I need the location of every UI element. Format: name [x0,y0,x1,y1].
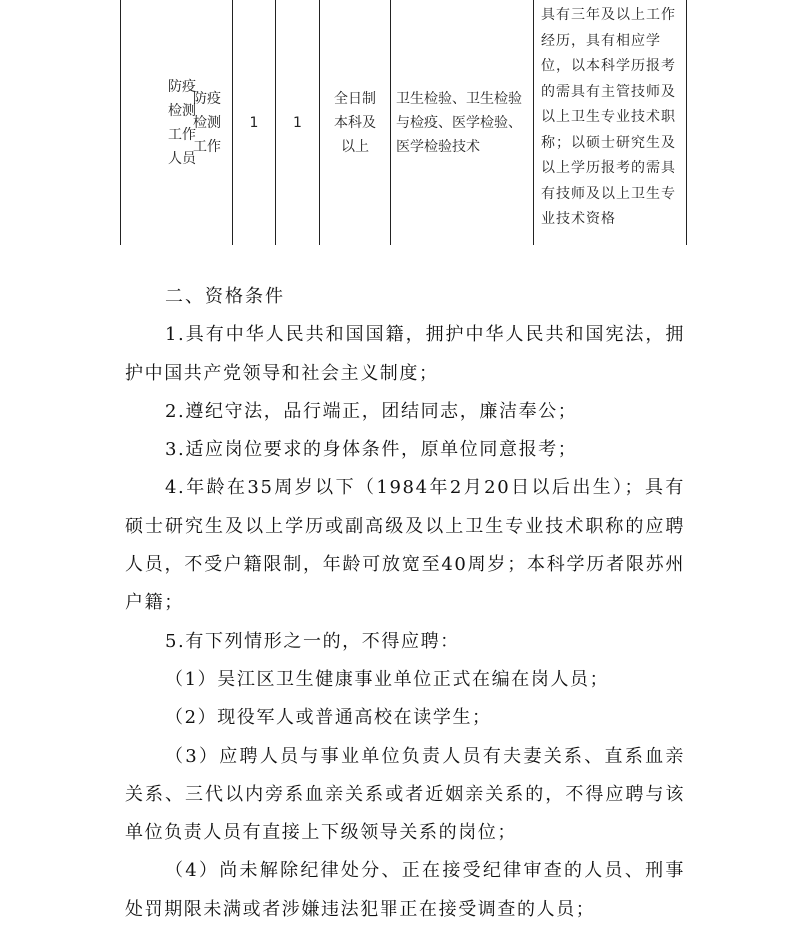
paragraph: （4）尚未解除纪律处分、正在接受纪律审查的人员、刑事处罚期限未满或者涉嫌违法犯罪正在接受调查的人员； [125,860,685,920]
education: 全日制本科及以上 [334,90,376,155]
paragraph: 3.适应岗位要求的身体条件，原单位同意报考； [165,439,578,461]
quota-1: 1 [249,114,259,131]
recruitment-table [0,0,800,245]
table-cell-post [121,0,232,245]
paragraph: 1.具有中华人民共和国国籍，拥护中华人民共和国宪法，拥护中国共产党领导和社会主义制度； [125,324,685,384]
table-cell-education [320,0,390,245]
table-cell-quota-1 [233,0,275,245]
table-cell-major [391,0,533,245]
qualification-section [125,278,685,929]
quota-2: 1 [293,114,302,131]
paragraph: 5.有下列情形之一的，不得应聘： [165,630,460,652]
paragraph: （1）吴江区卫生健康事业单位正式在编在岗人员； [165,668,610,690]
section-heading: 二、资格条件 [165,286,285,307]
table-cell-requirements [536,0,686,245]
paragraph: （2）现役军人或普通高校在读学生； [165,707,492,729]
major: 卫生检验、卫生检验与检疫、医学检验、医学检验技术 [396,90,522,155]
table-border-right [686,0,687,245]
post-name: 防疫检测工作人员 [168,78,196,167]
paragraph: 2.遵纪守法，品行端正，团结同志，廉洁奉公； [165,400,578,422]
requirements: 具有三年及以上工作经历，具有相应学位，以本科学历报考的需具有主管技师及以上卫生专业技术职称；以硕士研究生及以上学历报考的需具有技师及以上卫生专业技术资格 [541,7,676,227]
table-cell-quota-2 [276,0,319,245]
work-content: 防疫检测工作 [193,90,221,155]
paragraph: 4.年龄在35周岁以下（1984年2月20日以后出生）；具有硕士研究生及以上学历或副高级及以上卫生专业技术职称的应聘人员，不受户籍限制，年龄可放宽至40周岁；本科学历者限苏州户籍； [125,477,685,614]
paragraph: （3）应聘人员与事业单位负责人员有夫妻关系、直系血亲关系、三代以内旁系血亲关系或者近姻亲关系的，不得应聘与该单位负责人员有直接上下级领导关系的岗位； [125,745,685,844]
table-border [533,0,534,245]
